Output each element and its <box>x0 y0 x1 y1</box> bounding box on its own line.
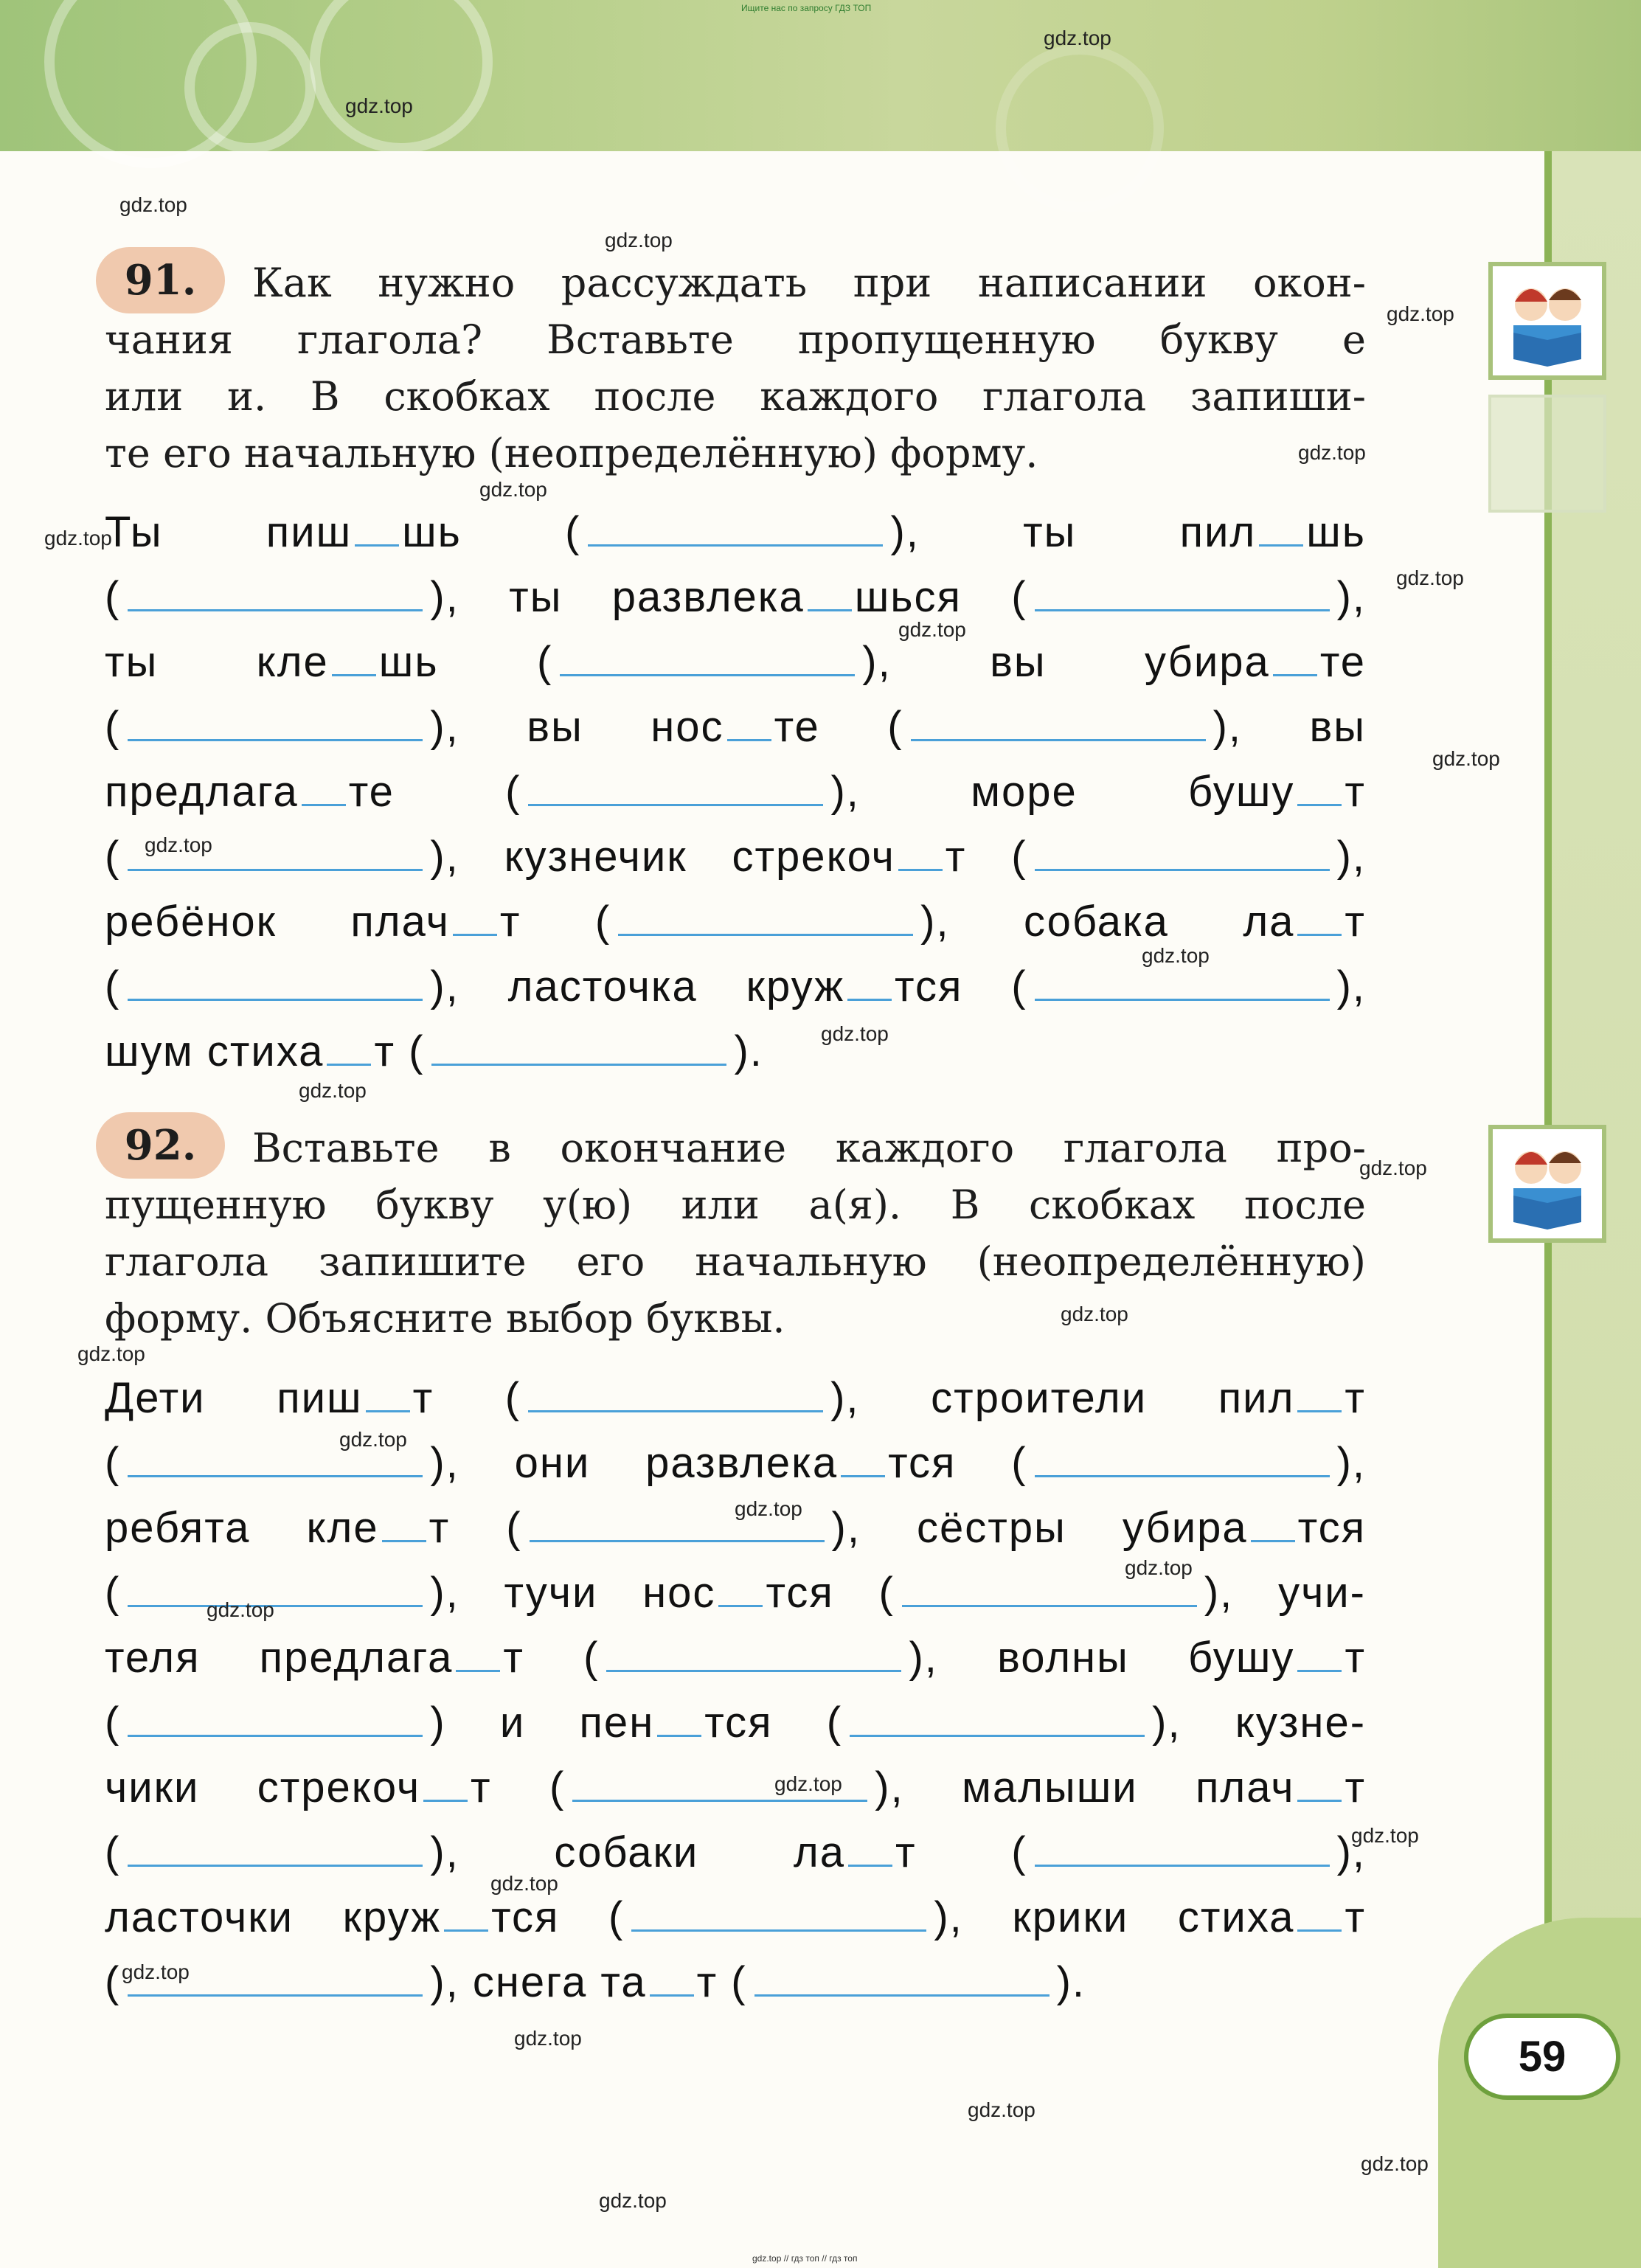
letter-blank[interactable] <box>808 568 852 611</box>
exercise-text: те ( <box>348 768 521 816</box>
exercise-line <box>105 1755 1366 1820</box>
letter-blank[interactable] <box>444 1888 488 1932</box>
exercise-text: т ( <box>471 1764 566 1811</box>
exercise-text: тся ( <box>888 1439 1027 1487</box>
exercise-text: ( <box>105 703 121 751</box>
exercise-line <box>105 565 1366 630</box>
answer-blank[interactable] <box>631 1888 926 1932</box>
watermark: gdz.top <box>1142 944 1210 967</box>
watermark: gdz.top <box>77 1342 145 1365</box>
watermark: gdz.top <box>119 193 187 216</box>
task-91-instruction <box>105 254 1366 482</box>
exercise-text: ), море бушу <box>830 768 1295 816</box>
exercise-line <box>105 630 1366 695</box>
watermark: gdz.top <box>345 94 413 117</box>
watermark: gdz.top <box>1359 1156 1427 1179</box>
exercise-text: т <box>1345 1893 1367 1941</box>
watermark: gdz.top <box>1125 1556 1193 1579</box>
letter-blank[interactable] <box>718 1564 763 1607</box>
letter-blank[interactable] <box>456 1629 500 1672</box>
watermark: gdz.top <box>821 1022 889 1045</box>
watermark: gdz.top <box>1044 27 1111 49</box>
exercise-text: т ( <box>503 1634 600 1682</box>
exercise-text: чики стрекоч <box>105 1764 421 1811</box>
exercise-text: шь ( <box>402 508 581 556</box>
exercise-text: ( <box>105 963 121 1010</box>
answer-blank[interactable] <box>911 698 1206 741</box>
exercise-line <box>105 1366 1366 1431</box>
exercise-text: ( <box>105 1439 121 1487</box>
answer-blank[interactable] <box>128 1564 423 1607</box>
task-91-number: 91. <box>96 247 225 313</box>
exercise-text: тся ( <box>491 1893 625 1941</box>
exercise-text: ) и пен <box>430 1699 655 1747</box>
letter-blank[interactable] <box>650 1953 694 1997</box>
exercise-text: ласточки круж <box>105 1893 442 1941</box>
answer-blank[interactable] <box>1035 1434 1330 1477</box>
exercise-text: ( <box>105 1958 121 2006</box>
letter-blank[interactable] <box>1297 1758 1342 1802</box>
letter-blank[interactable] <box>1297 1369 1342 1412</box>
exercise-text: ), малыши плач <box>875 1764 1295 1811</box>
exercise-text: Ты пиш <box>105 508 353 556</box>
watermark: gdz.top <box>898 618 966 641</box>
watermark: gdz.top <box>735 1497 802 1520</box>
exercise-text: шум стиха <box>105 1027 325 1075</box>
watermark: gdz.top <box>1351 1824 1419 1847</box>
exercise-line <box>105 760 1366 825</box>
watermark: gdz.top <box>599 2189 667 2212</box>
exercise-text: тся ( <box>766 1569 895 1617</box>
exercise-text: т <box>1345 1374 1366 1422</box>
exercise-line <box>105 695 1366 760</box>
task-92-number: 92. <box>96 1112 225 1179</box>
exercise-text: т <box>1345 898 1366 946</box>
exercise-line <box>105 1626 1366 1690</box>
answer-blank[interactable] <box>128 698 423 741</box>
instruction-line: или и. В скобках после каждого глагола запиши- <box>105 373 1366 420</box>
exercise-text: ), <box>1336 833 1366 881</box>
instruction-line: Как нужно рассуждать при написании окон- <box>252 260 1366 306</box>
instruction-line: те его начальную (неопределённую) форму. <box>105 430 1038 476</box>
exercise-text: шься ( <box>854 573 1027 621</box>
exercise-text: т ( <box>412 1374 521 1422</box>
reading-children-icon <box>1488 1125 1606 1243</box>
exercise-text: ( <box>105 1828 121 1876</box>
exercise-text: шь <box>1306 508 1366 556</box>
watermark: gdz.top <box>514 2027 582 2050</box>
exercise-text: ), <box>1336 963 1366 1010</box>
exercise-text: ), собаки ла <box>430 1828 846 1876</box>
answer-blank[interactable] <box>128 957 423 1001</box>
exercise-text: т ( <box>374 1027 425 1075</box>
instruction-line: глагола запишите его начальную (неопределённую) <box>105 1238 1366 1285</box>
exercise-text: те ( <box>774 703 903 751</box>
exercise-text: ), учи- <box>1204 1569 1366 1617</box>
answer-blank[interactable] <box>754 1953 1050 1997</box>
faded-icon <box>1488 395 1606 513</box>
exercise-text: ), ласточка круж <box>430 963 845 1010</box>
exercise-text: ), <box>1336 1828 1366 1876</box>
answer-blank[interactable] <box>1035 828 1330 871</box>
exercise-text: т ( <box>696 1958 747 2006</box>
letter-blank[interactable] <box>453 892 497 936</box>
exercise-text: ), они развлека <box>430 1439 839 1487</box>
letter-blank[interactable] <box>1297 1629 1342 1672</box>
exercise-text: ты кле <box>105 638 329 686</box>
exercise-text: теля предлага <box>105 1634 454 1682</box>
exercise-text: ), кузне- <box>1152 1699 1367 1747</box>
task-92-exercise <box>105 1366 1366 2015</box>
watermark: gdz.top <box>774 1772 842 1795</box>
exercise-text: ), <box>1336 573 1366 621</box>
exercise-text: т ( <box>499 898 611 946</box>
answer-blank[interactable] <box>528 763 823 806</box>
answer-blank[interactable] <box>588 503 883 547</box>
exercise-text: Дети пиш <box>105 1374 363 1422</box>
letter-blank[interactable] <box>657 1693 701 1737</box>
answer-blank[interactable] <box>850 1693 1145 1737</box>
exercise-text: ( <box>105 573 121 621</box>
exercise-text: предлага <box>105 768 299 816</box>
letter-blank[interactable] <box>382 1499 426 1542</box>
exercise-text: т <box>1345 1764 1367 1811</box>
exercise-text: ), ты развлека <box>430 573 805 621</box>
exercise-line <box>105 500 1366 565</box>
exercise-text: ), волны бушу <box>909 1634 1295 1682</box>
letter-blank[interactable] <box>423 1758 468 1802</box>
exercise-text: те <box>1319 638 1366 686</box>
header-note: Ищите нас по запросу ГДЗ ТОП <box>741 3 872 13</box>
exercise-text: ). <box>1056 1958 1086 2006</box>
footer-note: gdz.top // гдз топ // гдз топ <box>752 2253 858 2264</box>
answer-blank[interactable] <box>560 633 855 676</box>
letter-blank[interactable] <box>1297 892 1342 936</box>
letter-blank[interactable] <box>1297 1888 1342 1932</box>
answer-blank[interactable] <box>128 568 423 611</box>
instruction-line: пущенную букву у(ю) или а(я). В скобках после <box>105 1182 1366 1228</box>
exercise-text: тся <box>1297 1504 1366 1552</box>
exercise-text: т ( <box>945 833 1027 881</box>
answer-blank[interactable] <box>606 1629 901 1672</box>
exercise-line <box>105 1690 1366 1755</box>
exercise-text: ), тучи нос <box>430 1569 716 1617</box>
top-banner <box>0 0 1641 151</box>
letter-blank[interactable] <box>1259 503 1303 547</box>
exercise-line <box>105 1885 1366 1950</box>
exercise-text: т <box>1345 1634 1367 1682</box>
letter-blank[interactable] <box>841 1434 885 1477</box>
watermark: gdz.top <box>299 1079 367 1102</box>
watermark: gdz.top <box>1432 747 1500 770</box>
exercise-text: тся ( <box>895 963 1027 1010</box>
watermark: gdz.top <box>44 527 112 549</box>
letter-blank[interactable] <box>327 1022 371 1066</box>
watermark: gdz.top <box>1396 566 1464 589</box>
exercise-text: ), сёстры убира <box>831 1504 1248 1552</box>
answer-blank[interactable] <box>128 1693 423 1737</box>
exercise-text: ). <box>734 1027 763 1075</box>
watermark: gdz.top <box>479 478 547 501</box>
letter-blank[interactable] <box>1251 1499 1295 1542</box>
answer-blank[interactable] <box>431 1022 726 1066</box>
exercise-line <box>105 1950 1366 2015</box>
watermark: gdz.top <box>339 1428 407 1451</box>
instruction-line: форму. Объясните выбор буквы. <box>105 1295 785 1342</box>
exercise-text: ), вы убира <box>862 638 1270 686</box>
exercise-text: тся ( <box>704 1699 843 1747</box>
letter-blank[interactable] <box>727 698 771 741</box>
watermark: gdz.top <box>1387 302 1454 325</box>
letter-blank[interactable] <box>848 1823 892 1867</box>
watermark: gdz.top <box>1361 2152 1429 2175</box>
watermark: gdz.top <box>1298 441 1366 464</box>
watermark: gdz.top <box>968 2098 1035 2121</box>
answer-blank[interactable] <box>528 1369 823 1412</box>
exercise-text: ), кузнечик стрекоч <box>430 833 895 881</box>
exercise-text: ), снега та <box>430 1958 647 2006</box>
exercise-text: ), ты пил <box>890 508 1257 556</box>
exercise-text: т <box>1345 768 1366 816</box>
instruction-line: чания глагола? Вставьте пропущенную букву е <box>105 316 1366 363</box>
watermark: gdz.top <box>122 1960 190 1983</box>
watermark: gdz.top <box>207 1598 274 1621</box>
exercise-line <box>105 825 1366 889</box>
exercise-text: ), вы нос <box>430 703 724 751</box>
exercise-text: ребята кле <box>105 1504 379 1552</box>
answer-blank[interactable] <box>128 1823 423 1867</box>
letter-blank[interactable] <box>1273 633 1317 676</box>
task-91-exercise <box>105 500 1366 1084</box>
instruction-line: Вставьте в окончание каждого глагола про- <box>252 1125 1366 1171</box>
watermark: gdz.top <box>1061 1303 1128 1325</box>
exercise-text: ), собака ла <box>920 898 1295 946</box>
exercise-text: ), крики стиха <box>934 1893 1295 1941</box>
exercise-text: ( <box>105 1569 121 1617</box>
letter-blank[interactable] <box>332 633 376 676</box>
exercise-text: т ( <box>429 1504 522 1552</box>
reading-children-icon <box>1488 262 1606 380</box>
task-92-instruction <box>105 1120 1366 1347</box>
watermark: gdz.top <box>605 229 673 252</box>
letter-blank[interactable] <box>355 503 399 547</box>
exercise-line <box>105 1820 1366 1885</box>
letter-blank[interactable] <box>1297 763 1342 806</box>
exercise-text: ребёнок плач <box>105 898 450 946</box>
letter-blank[interactable] <box>302 763 346 806</box>
answer-blank[interactable] <box>618 892 913 936</box>
exercise-text: ( <box>105 833 121 881</box>
answer-blank[interactable] <box>1035 568 1330 611</box>
watermark: gdz.top <box>145 833 212 856</box>
page-number: 59 <box>1464 2014 1620 2100</box>
exercise-text: шь ( <box>378 638 553 686</box>
exercise-text: ( <box>105 1699 121 1747</box>
exercise-text: ), вы <box>1212 703 1366 751</box>
letter-blank[interactable] <box>847 957 892 1001</box>
letter-blank[interactable] <box>898 828 943 871</box>
answer-blank[interactable] <box>1035 1823 1330 1867</box>
letter-blank[interactable] <box>366 1369 410 1412</box>
exercise-text: ), строители пил <box>830 1374 1295 1422</box>
exercise-line <box>105 1019 1366 1084</box>
exercise-text: т ( <box>895 1828 1027 1876</box>
watermark: gdz.top <box>490 1872 558 1895</box>
exercise-line <box>105 1431 1366 1496</box>
exercise-text: ), <box>1336 1439 1366 1487</box>
